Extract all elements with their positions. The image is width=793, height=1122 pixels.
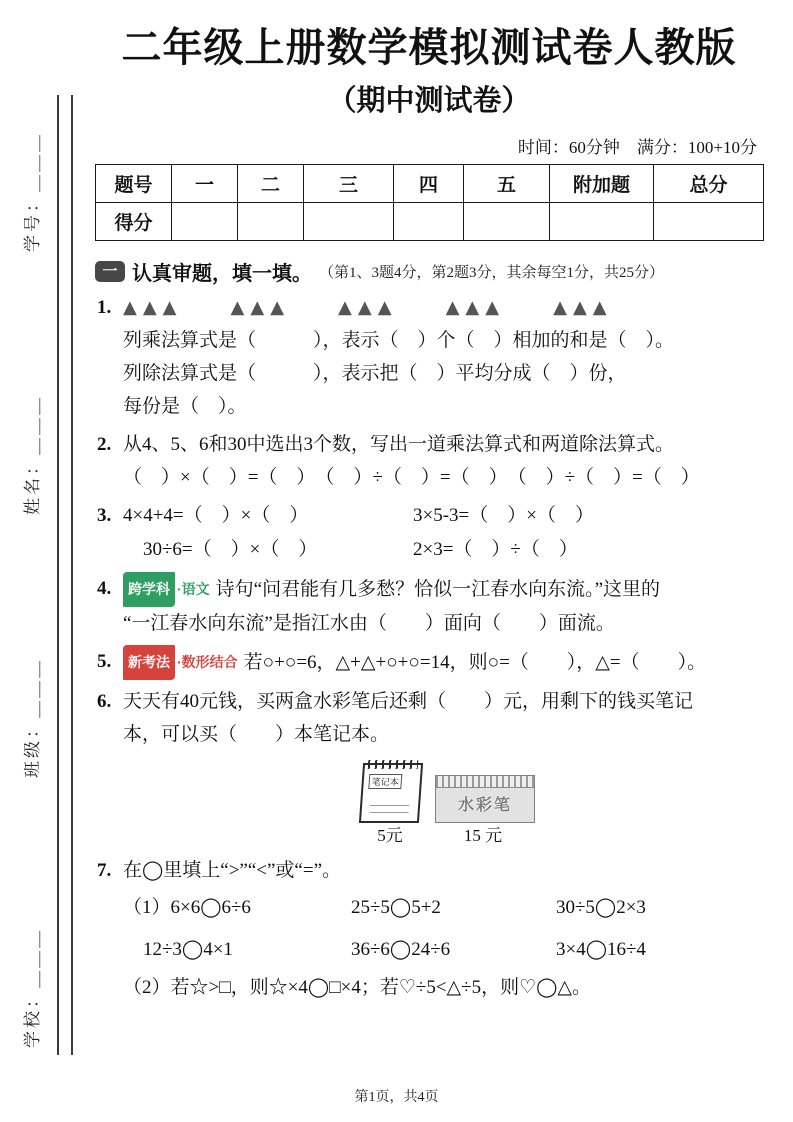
- notebook-image: [359, 763, 423, 823]
- tag-solid-label: 跨学科: [123, 572, 175, 607]
- question-line: [123, 572, 763, 607]
- question-2: [95, 428, 763, 494]
- question-text: 诗句“问君能有几多愁？恰似一江春水向东流。”这里的: [215, 579, 661, 600]
- question-6: [95, 685, 763, 849]
- question-line: （ ）×（ ）=（ ） （ ）÷（ ）=（ ） （ ）÷（ ）=（ ）: [123, 467, 700, 488]
- notebook-price: 5元: [377, 826, 403, 845]
- score-table-cell: 题号: [96, 165, 172, 203]
- question-line: 天天有40元钱，买两盒水彩笔后还剩（ ）元，用剩下的钱买笔记: [123, 691, 694, 712]
- expression: 30÷6=（ ）×（ ）: [143, 539, 318, 560]
- score-blank-cell: [304, 203, 394, 241]
- notebook-spiral-binding: [368, 760, 419, 769]
- pen-box-top-edge: [436, 776, 534, 788]
- section-title: 认真审题，填一填。: [132, 263, 312, 285]
- question-number: 3.: [97, 505, 112, 526]
- sidebar-rule-line: [71, 95, 73, 1055]
- tag-solid-label: 新考法: [123, 645, 175, 680]
- score-table-cell: 二: [238, 165, 304, 203]
- student-name-field: 姓名：＿＿＿: [23, 395, 42, 515]
- student-number-field: 学号：＿＿＿: [23, 132, 42, 252]
- price-labels: [361, 823, 763, 849]
- question-line: 每份是（ ）。: [123, 396, 247, 417]
- section-one-header: [95, 257, 763, 286]
- page-footer: 第1页，共4页: [354, 1090, 439, 1105]
- question-number: 6.: [97, 691, 112, 712]
- expression: 2×3=（ ）÷（ ）: [413, 539, 578, 560]
- question-line: 从4、5、6和30中选出3个数，写出一道乘法算式和两道除法算式。: [123, 434, 675, 455]
- watercolor-pen-box-image: [435, 775, 535, 823]
- new-method-tag: [123, 645, 238, 680]
- expression: 4×4+4=（ ）×（ ）: [123, 505, 309, 526]
- section-score-note: （第1、3题4分，第2题3分，其余每空1分，共25分）: [319, 265, 665, 281]
- tag-text-label: ·语文: [177, 581, 210, 597]
- question-number: 2.: [97, 434, 112, 455]
- question-line: 列乘法算式是（ ），表示（ ）个（ ）相加的和是（ ）。: [123, 330, 675, 351]
- class-field: 班级：＿＿＿: [23, 658, 42, 778]
- comparison-expressions: [123, 887, 763, 971]
- question-line: 在◯里填上“>”“<”或“=”。: [123, 860, 342, 881]
- cross-subject-tag: [123, 572, 210, 607]
- watercolor-label: 水彩笔: [457, 796, 512, 814]
- question-text: 若○+○=6，△+△+○+○=14，则○=（ ），△=（ ）。: [243, 652, 707, 673]
- section-number-badge: 一: [95, 261, 125, 282]
- time-score-info: 时间：60分钟 满分：100+10分: [517, 138, 757, 157]
- sidebar-rule-line: [57, 95, 59, 1055]
- paper-content: [95, 0, 763, 1004]
- expression: 12÷3◯4×1: [143, 939, 233, 960]
- score-table-cell: 五: [464, 165, 550, 203]
- question-3: [95, 499, 763, 567]
- score-blank-cell: [464, 203, 550, 241]
- question-number: 5.: [97, 651, 112, 672]
- score-blank-cell: [172, 203, 238, 241]
- expression: 3×4◯16÷4: [556, 939, 646, 960]
- triangle-groups-figure: ▲▲▲ ▲▲▲ ▲▲▲ ▲▲▲ ▲▲▲: [123, 297, 613, 318]
- question-7: [95, 854, 763, 1004]
- question-line: “一江春水向东流”是指江水由（ ）面向（ ）面流。: [123, 613, 615, 634]
- price-items-figure: [361, 763, 763, 823]
- question-number: 1.: [97, 297, 112, 318]
- question-1: [95, 291, 763, 423]
- watercolor-price: 15 元: [463, 826, 503, 845]
- score-table-header-row: [96, 165, 764, 203]
- score-blank-cell: [550, 203, 654, 241]
- score-table-cell: 三: [304, 165, 394, 203]
- score-table-cell: 总分: [654, 165, 764, 203]
- score-blank-cell: [654, 203, 764, 241]
- score-blank-cell: [238, 203, 304, 241]
- question-line: [123, 645, 763, 680]
- expression: 25÷5◯5+2: [351, 897, 441, 918]
- question-5: [95, 645, 763, 680]
- school-field: 学校：＿＿＿: [23, 928, 42, 1048]
- question-number: 4.: [97, 578, 112, 599]
- question-number: 7.: [97, 860, 112, 881]
- expression: 36÷6◯24÷6: [351, 939, 451, 960]
- score-table-cell: 附加题: [550, 165, 654, 203]
- score-table-cell: 四: [394, 165, 464, 203]
- expression: 30÷5◯2×3: [556, 897, 646, 918]
- question-4: [95, 572, 763, 640]
- expression: 3×5-3=（ ）×（ ）: [413, 505, 594, 526]
- question-line: 本，可以买（ ）本笔记本。: [123, 724, 390, 745]
- paper-subtitle: （期中测试卷）: [327, 85, 531, 117]
- score-table-cell: 一: [172, 165, 238, 203]
- score-table-cell: 得分: [96, 203, 172, 241]
- notebook-label: 笔记本: [368, 774, 402, 789]
- score-table: [95, 164, 764, 241]
- tag-text-label: ·数形结合: [177, 654, 238, 670]
- question-line: （2）若☆>□，则☆×4◯□×4；若♡÷5<△÷5，则♡◯△。: [123, 977, 591, 998]
- question-expressions: [123, 499, 763, 567]
- expression: （1）6×6◯6÷6: [123, 897, 251, 918]
- score-table-score-row: [96, 203, 764, 241]
- paper-title: 二年级上册数学模拟测试卷人教版: [121, 25, 737, 70]
- score-blank-cell: [394, 203, 464, 241]
- question-line: 列除法算式是（ ），表示把（ ）平均分成（ ）份，: [123, 363, 627, 384]
